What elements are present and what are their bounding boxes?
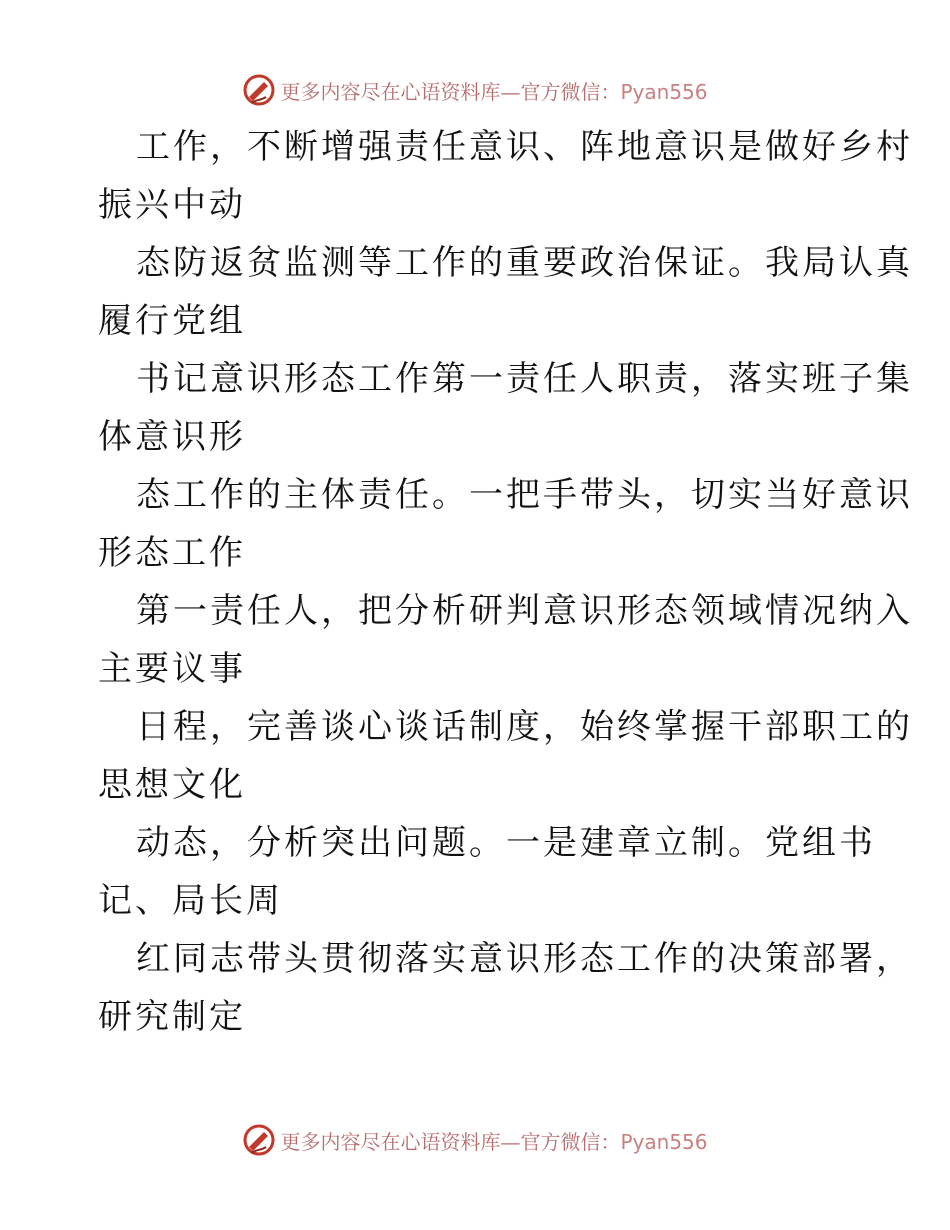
document-body bbox=[98, 118, 913, 1046]
paragraph bbox=[98, 814, 876, 930]
paragraph bbox=[98, 930, 913, 1046]
paragraph-line: 态防返贫监测等工作的重要政治保证。我局认真 bbox=[136, 243, 913, 283]
paragraph-line: 记、局长周 bbox=[98, 881, 283, 921]
paragraph-line: 思想文化 bbox=[98, 765, 246, 805]
logo-icon bbox=[242, 73, 276, 107]
paragraph-line: 振兴中动 bbox=[98, 185, 246, 225]
paragraph-line: 态工作的主体责任。一把手带头，切实当好意识 bbox=[136, 475, 913, 515]
paragraph-line: 红同志带头贯彻落实意识形态工作的决策部署， bbox=[136, 939, 913, 979]
paragraph-line: 体意识形 bbox=[98, 417, 246, 457]
paragraph-line: 研究制定 bbox=[98, 997, 246, 1037]
header-banner-label: 更多内容尽在心语资料库—官方微信： bbox=[280, 79, 621, 104]
paragraph-line: 主要议事 bbox=[98, 649, 246, 689]
paragraph bbox=[98, 350, 913, 466]
paragraph-line: 书记意识形态工作第一责任人职责，落实班子集 bbox=[136, 359, 913, 399]
header-wechat-id: Pyan556 bbox=[620, 79, 708, 104]
paragraph bbox=[98, 698, 913, 814]
footer-wechat-id: Pyan556 bbox=[620, 1129, 708, 1154]
footer-banner-label: 更多内容尽在心语资料库—官方微信： bbox=[280, 1129, 621, 1154]
paragraph bbox=[98, 466, 913, 582]
paragraph bbox=[98, 234, 913, 350]
paragraph-line: 工作，不断增强责任意识、阵地意识是做好乡村 bbox=[136, 127, 913, 167]
paragraph-line: 日程，完善谈心谈话制度，始终掌握干部职工的 bbox=[136, 707, 913, 747]
footer-banner-text bbox=[280, 1126, 707, 1155]
paragraph bbox=[98, 118, 913, 234]
header-banner-text bbox=[280, 76, 707, 105]
footer-banner bbox=[0, 1120, 950, 1160]
paragraph bbox=[98, 582, 913, 698]
header-banner bbox=[0, 70, 950, 110]
logo-icon bbox=[242, 1123, 276, 1157]
paragraph-line: 形态工作 bbox=[98, 533, 246, 573]
paragraph-line: 动态，分析突出问题。一是建章立制。党组书 bbox=[136, 823, 876, 863]
paragraph-line: 履行党组 bbox=[98, 301, 246, 341]
paragraph-line: 第一责任人，把分析研判意识形态领域情况纳入 bbox=[136, 591, 913, 631]
